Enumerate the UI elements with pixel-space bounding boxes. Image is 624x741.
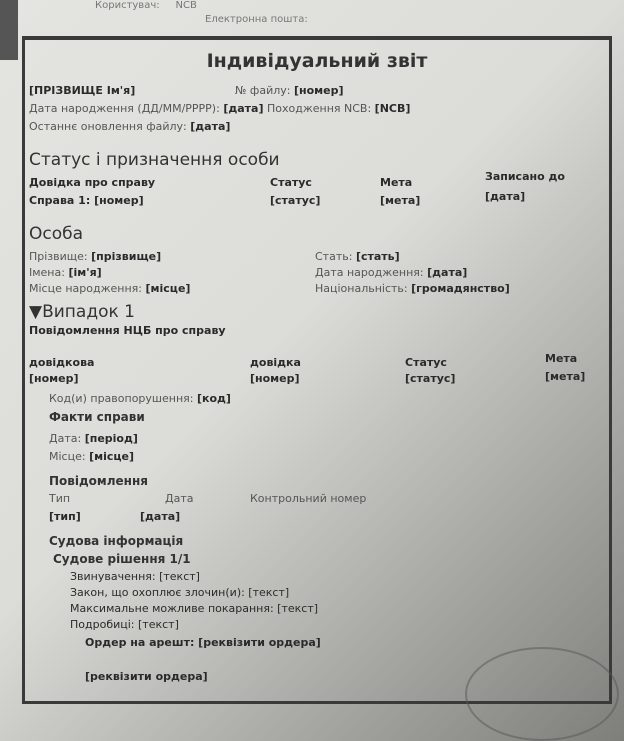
- status-val: [мета]: [380, 194, 421, 207]
- names: Імена: [ім'я]: [29, 266, 102, 279]
- court-heading: Судова інформація: [49, 534, 184, 548]
- court-line: Звинувачення: [текст]: [70, 570, 200, 583]
- notice-val: [тип]: [49, 510, 81, 523]
- court-line: Подробиці: [текст]: [70, 618, 179, 631]
- case-val: [номер]: [29, 372, 79, 385]
- court-line: Ордер на арешт: [реквізити ордера]: [85, 636, 321, 649]
- user-meta: Користувач: NCB: [95, 0, 197, 11]
- email-meta: Електронна пошта:: [205, 14, 308, 25]
- nationality: Національність: [громадянство]: [315, 282, 510, 295]
- court-line: Максимальне можливе покарання: [текст]: [70, 602, 319, 615]
- court-subheading: Судове рішення 1/1: [53, 552, 191, 566]
- dob: Дата народження: [дата]: [315, 266, 468, 279]
- offence-code: Код(и) правопорушення: [код]: [49, 392, 231, 405]
- case-heading: ▼Випадок 1: [29, 302, 135, 322]
- facts-place: Місце: [місце]: [49, 450, 135, 463]
- case-col: Мета: [545, 352, 578, 365]
- person-heading: Особа: [29, 224, 84, 244]
- notice-col: Тип: [49, 492, 71, 505]
- case-subheading: Повідомлення НЦБ про справу: [29, 324, 226, 337]
- notice-val: [дата]: [140, 510, 181, 523]
- case-val: [номер]: [250, 372, 300, 385]
- status-col: Довідка про справу: [29, 176, 156, 189]
- sex: Стать: [стать]: [315, 250, 400, 263]
- case-col: довідка: [250, 356, 301, 369]
- edge-shadow: [0, 0, 18, 60]
- case-val: [мета]: [545, 370, 586, 383]
- surname: Прізвище: [прізвище]: [29, 250, 162, 263]
- report-frame: [22, 36, 612, 704]
- case-col: довідкова: [29, 356, 95, 369]
- status-heading: Статус і призначення особи: [29, 150, 280, 170]
- status-val: [дата]: [485, 190, 526, 203]
- facts-heading: Факти справи: [49, 410, 145, 424]
- birthplace: Місце народження: [місце]: [29, 282, 191, 295]
- dob-origin-line: Дата народження (ДД/ММ/РРРР): [дата] Походження NCB: [NCB]: [29, 102, 411, 115]
- facts-date: Дата: [період]: [49, 432, 138, 445]
- status-col: Статус: [270, 176, 312, 189]
- last-update-line: Останнє оновлення файлу: [дата]: [29, 120, 231, 133]
- case-col: Статус: [405, 356, 447, 369]
- status-col: Мета: [380, 176, 413, 189]
- court-line: Закон, що охоплює злочин(и): [текст]: [70, 586, 290, 599]
- report-title: Індивідуальний звіт: [206, 50, 428, 72]
- file-number: № файлу: [номер]: [235, 84, 344, 97]
- notice-col: Контрольний номер: [250, 492, 367, 505]
- status-col: Записано до: [485, 170, 565, 183]
- status-val: Справа 1: [номер]: [29, 194, 144, 207]
- person-line: [ПРІЗВИЩЕ Ім'я]: [29, 84, 136, 97]
- status-val: [статус]: [270, 194, 321, 207]
- court-line: [реквізити ордера]: [85, 670, 208, 683]
- notices-heading: Повідомлення: [49, 474, 148, 488]
- notice-col: Дата: [165, 492, 194, 505]
- stamp-mark: [465, 647, 619, 741]
- case-val: [статус]: [405, 372, 456, 385]
